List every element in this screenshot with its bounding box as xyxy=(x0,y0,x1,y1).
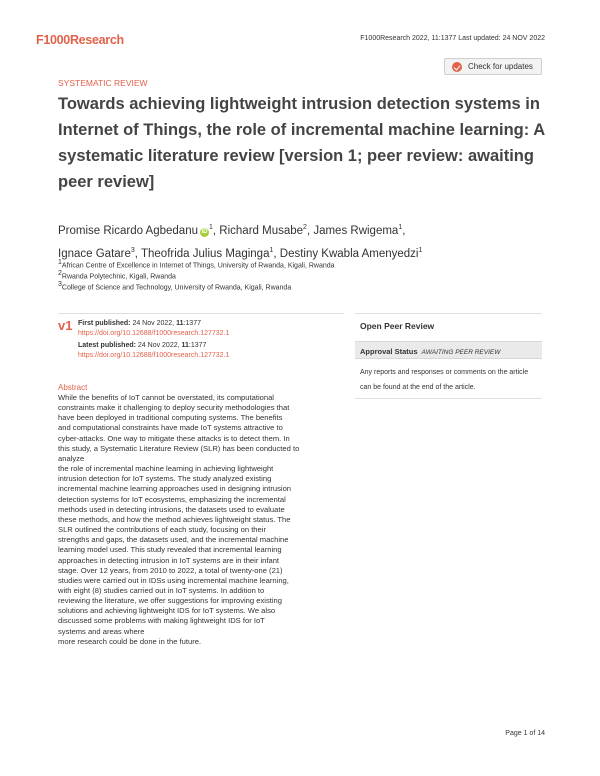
first-published-volume: 11 xyxy=(176,320,184,327)
author-name[interactable]: , Theofrida Julius Maginga xyxy=(134,247,270,260)
abstract-line: learning model used. This study revealed that incremental learning xyxy=(58,545,282,555)
first-published-label: First published: xyxy=(78,320,131,327)
author-list xyxy=(58,218,548,264)
author-affil-sup: 2 xyxy=(303,224,307,231)
approval-status-label: Approval Status xyxy=(360,347,418,356)
latest-published-volume: 11 xyxy=(181,342,189,349)
reports-note: Any reports and responses or comments on the article can be found at the end of the article. xyxy=(360,369,529,391)
abstract-line: studies were carried out in IDSs using incremental machine learning, xyxy=(58,575,289,585)
abstract-line: and computational constraints have made IoT systems attractive to xyxy=(58,423,283,433)
author-affil-sup: 3 xyxy=(130,246,135,254)
affiliation-text: College of Science and Technology, University of Rwanda, Kigali, Rwanda xyxy=(61,284,292,292)
citation-line: F1000Research 2022, 11:1377 Last updated: 24 NOV 2022 xyxy=(360,35,545,42)
affiliation-sup: 2 xyxy=(58,270,62,277)
author-name[interactable]: , James Rwigema xyxy=(306,224,399,237)
abstract-line: constraints make it challenging to deploy security methodologies that xyxy=(58,403,290,413)
affiliation xyxy=(58,281,291,291)
author-affil-sup: 1 xyxy=(269,246,274,254)
peer-review-bottom-divider xyxy=(355,398,542,399)
abstract-heading: Abstract xyxy=(58,383,88,392)
abstract-line: incremental machine learning approaches used in designing intrusion xyxy=(58,484,292,494)
abstract-body xyxy=(58,393,348,647)
author-affil-sup: 1 xyxy=(418,246,423,254)
latest-doi-link[interactable]: https://doi.org/10.12688/f1000research.127732.1 xyxy=(78,351,230,359)
publication-divider xyxy=(58,313,344,314)
abstract-line: solutions and achieving lightweight IDS for IoT systems. We also xyxy=(58,606,276,616)
affiliation xyxy=(58,259,335,269)
page-number: Page 1 of 14 xyxy=(505,730,545,737)
abstract-line: discussed some problems with making lightweight IDS for IoT xyxy=(58,616,265,626)
abstract-line: detection systems for IoT ecosystems, emphasizing the incremental xyxy=(58,494,286,504)
abstract-line: cyber-attacks. One way to mitigate these attacks is to detect them. In xyxy=(58,433,290,443)
version-badge: v1 xyxy=(58,318,73,333)
open-peer-review-heading: Open Peer Review xyxy=(360,321,435,331)
abstract-line: analyze xyxy=(58,453,85,463)
author-affil-sup: 1 xyxy=(398,224,403,231)
affiliation-sup: 3 xyxy=(58,281,62,288)
first-published-page: :1377 xyxy=(183,320,201,327)
peer-review-divider xyxy=(355,313,542,314)
affiliation-text: African Centre of Excellence in Internet of Things, University of Rwanda, Kigali, Rwanda xyxy=(61,262,335,270)
author-name[interactable]: Promise Ricardo Agbedanu xyxy=(58,224,198,237)
check-updates-icon xyxy=(452,62,462,72)
article-title: Towards achieving lightweight intrusion detection systems in Internet of Things, the role of incremental machine learning: A systematic literature review [version 1; peer review: awaiting peer review] xyxy=(58,95,545,191)
abstract-line: approaches in detecting intrusion in IoT systems are in their infant xyxy=(58,555,280,565)
affiliation xyxy=(58,270,176,280)
abstract-line: While the benefits of IoT cannot be overstated, its computational xyxy=(58,393,274,402)
check-updates-label: Check for updates xyxy=(468,62,533,71)
author-name[interactable]: , Richard Musabe xyxy=(212,224,304,237)
abstract-line: stage. Over 12 years, from 2010 to 2022, a total of twenty-one (21) xyxy=(58,565,283,575)
approval-status-value: AWAITING PEER REVIEW xyxy=(421,349,501,356)
approval-status xyxy=(360,347,500,356)
abstract-line: this study, a Systematic Literature Review (SLR) has been conducted to xyxy=(58,443,300,453)
orcid-icon[interactable]: iD xyxy=(201,228,208,235)
abstract-line: strengths and gaps, the datasets used, and the incremental machine xyxy=(58,535,289,545)
abstract-line: with eight (8) studies carried out in IoT systems. In addition to xyxy=(58,585,265,595)
abstract-line: systems and areas where xyxy=(58,626,145,636)
abstract-line: SLR outlined the contributions of each study, focusing on their xyxy=(58,525,266,535)
article-type-label: SYSTEMATIC REVIEW xyxy=(58,78,148,88)
abstract-line: more research could be done in the future. xyxy=(58,636,202,646)
affiliation-text: Rwanda Polytechnic, Kigali, Rwanda xyxy=(61,273,176,281)
abstract-line: the role of incremental machine learning in achieving lightweight xyxy=(58,464,274,474)
check-for-updates-button[interactable] xyxy=(444,58,542,75)
author-name[interactable]: , Destiny Kwabla Amenyedzi xyxy=(273,247,419,260)
first-published-date: 24 Nov 2022, xyxy=(132,320,175,327)
affiliation-sup: 1 xyxy=(58,259,62,266)
latest-published xyxy=(78,341,229,360)
abstract-line: have been deployed in traditional computing systems. The benefits xyxy=(58,413,283,423)
abstract-line: these methods, and how the method achieves lightweight status. The xyxy=(58,514,291,524)
author-separator: , xyxy=(402,224,406,237)
abstract-line: methods used in detecting intrusions, the datasets used to evaluate xyxy=(58,504,285,514)
author-name[interactable]: Ignace Gatare xyxy=(58,247,131,260)
first-doi-link[interactable]: https://doi.org/10.12688/f1000research.127732.1 xyxy=(78,329,230,337)
abstract-line: intrusion detection for IoT systems. The study analyzed existing xyxy=(58,474,272,484)
author-affil-sup: 1 xyxy=(209,224,213,231)
latest-published-page: :1377 xyxy=(188,342,207,349)
first-published xyxy=(78,319,229,338)
journal-logo: F1000Research xyxy=(36,33,124,47)
latest-published-label: Latest published: xyxy=(78,342,136,349)
abstract-line: reviewing the literature, we offer suggestions for improving existing xyxy=(58,596,282,606)
latest-published-date: 24 Nov 2022, xyxy=(137,342,180,349)
